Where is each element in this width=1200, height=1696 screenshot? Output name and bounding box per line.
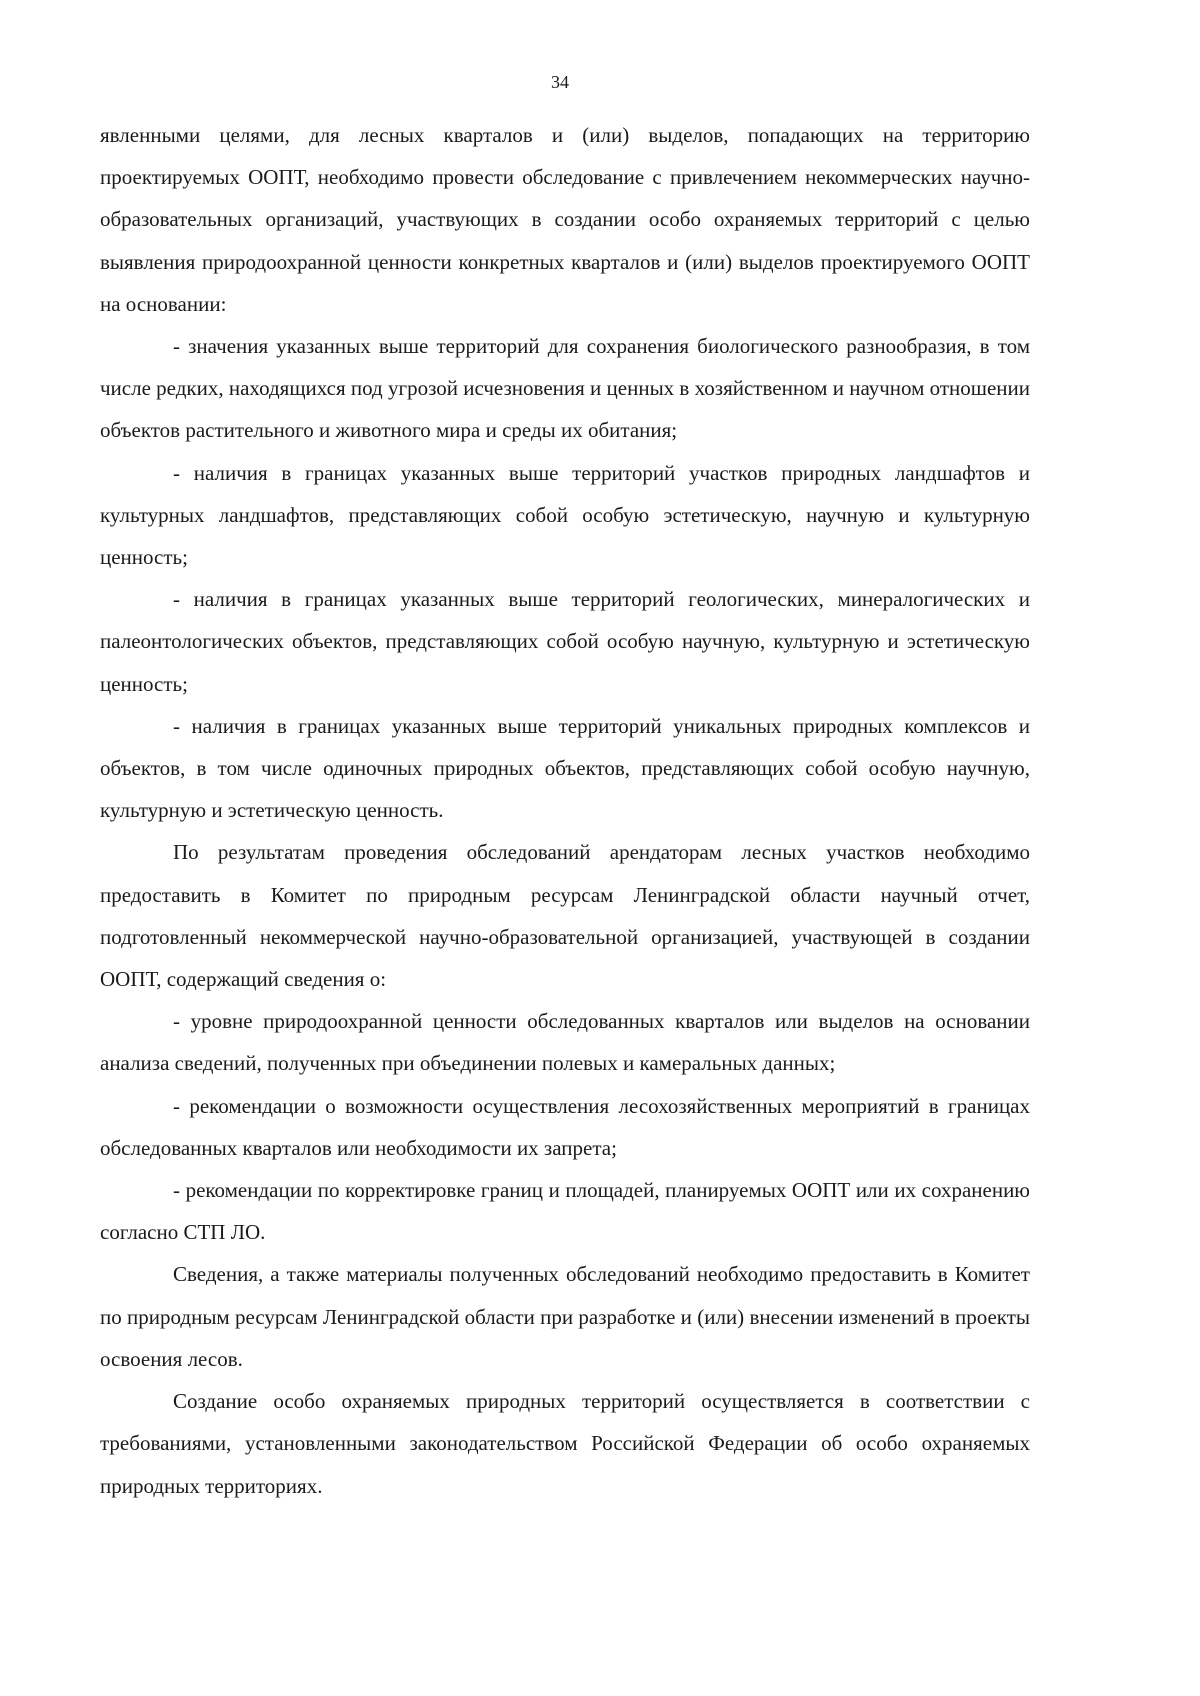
list-item-landscapes: - наличия в границах указанных выше территорий участков природных ландшафтов и культурных ландшафтов, представляющих собой особую эстетическую, научную и культурную ценность; [100,460,1030,570]
list-item-unique-complexes: - наличия в границах указанных выше территорий уникальных природных комплексов и объектов, в том числе одиночных природных объектов, представляющих собой особую научную, культурную и эстетическую ценность. [100,713,1030,823]
list-item-forestry-recommendations: - рекомендации о возможности осуществления лесохозяйственных мероприятий в границах обследованных кварталов или необходимости их запрета; [100,1093,1030,1160]
page-number: 34 [551,72,569,92]
list-item-geological-objects: - наличия в границах указанных выше территорий геологических, минералогических и палеонтологических объектов, представляющих собой особую научную, культурную и эстетическую ценность; [100,587,1030,696]
list-item-boundary-recommendations: - рекомендации по корректировке границ и площадей, планируемых ООПТ или их сохранению согласно СТП ЛО. [100,1178,1030,1245]
paragraph-survey-results: По результатам проведения обследований арендаторам лесных участков необходимо предоставить в Комитет по природным ресурсам Ленинградской области научный отчет, подготовленный некоммерческой научно-образовательной организацией, участвующей в создании ООПТ, содержащий сведения о: [100,840,1030,992]
document-body [100,114,1030,1507]
paragraph-intro: явленными целями, для лесных кварталов и (или) выделов, попадающих на территорию проектируемых ООПТ, необходимо провести обследование с привлечением некоммерческих научно-образовательных организаций, участвующих в создании особо охраняемых территорий с целью выявления природоохранной ценности конкретных кварталов и (или) выделов проектируемого ООПТ на основании: [100,123,1030,316]
list-item-biodiversity: - значения указанных выше территорий для сохранения биологического разнообразия, в том числе редких, находящихся под угрозой исчезновения и ценных в хозяйственном и научном отношении объектов растительного и животного мира и среды их обитания; [100,334,1030,443]
list-item-conservation-value: - уровне природоохранной ценности обследованных кварталов или выделов на основании анализа сведений, полученных при объединении полевых и камеральных данных; [100,1009,1030,1076]
paragraph-legislation: Создание особо охраняемых природных территорий осуществляется в соответствии с требованиями, установленными законодательством Российской Федерации об особо охраняемых природных территориях. [100,1389,1030,1498]
paragraph-submission: Сведения, а также материалы полученных обследований необходимо предоставить в Комитет по природным ресурсам Ленинградской области при разработке и (или) внесении изменений в проекты освоения лесов. [100,1262,1030,1371]
